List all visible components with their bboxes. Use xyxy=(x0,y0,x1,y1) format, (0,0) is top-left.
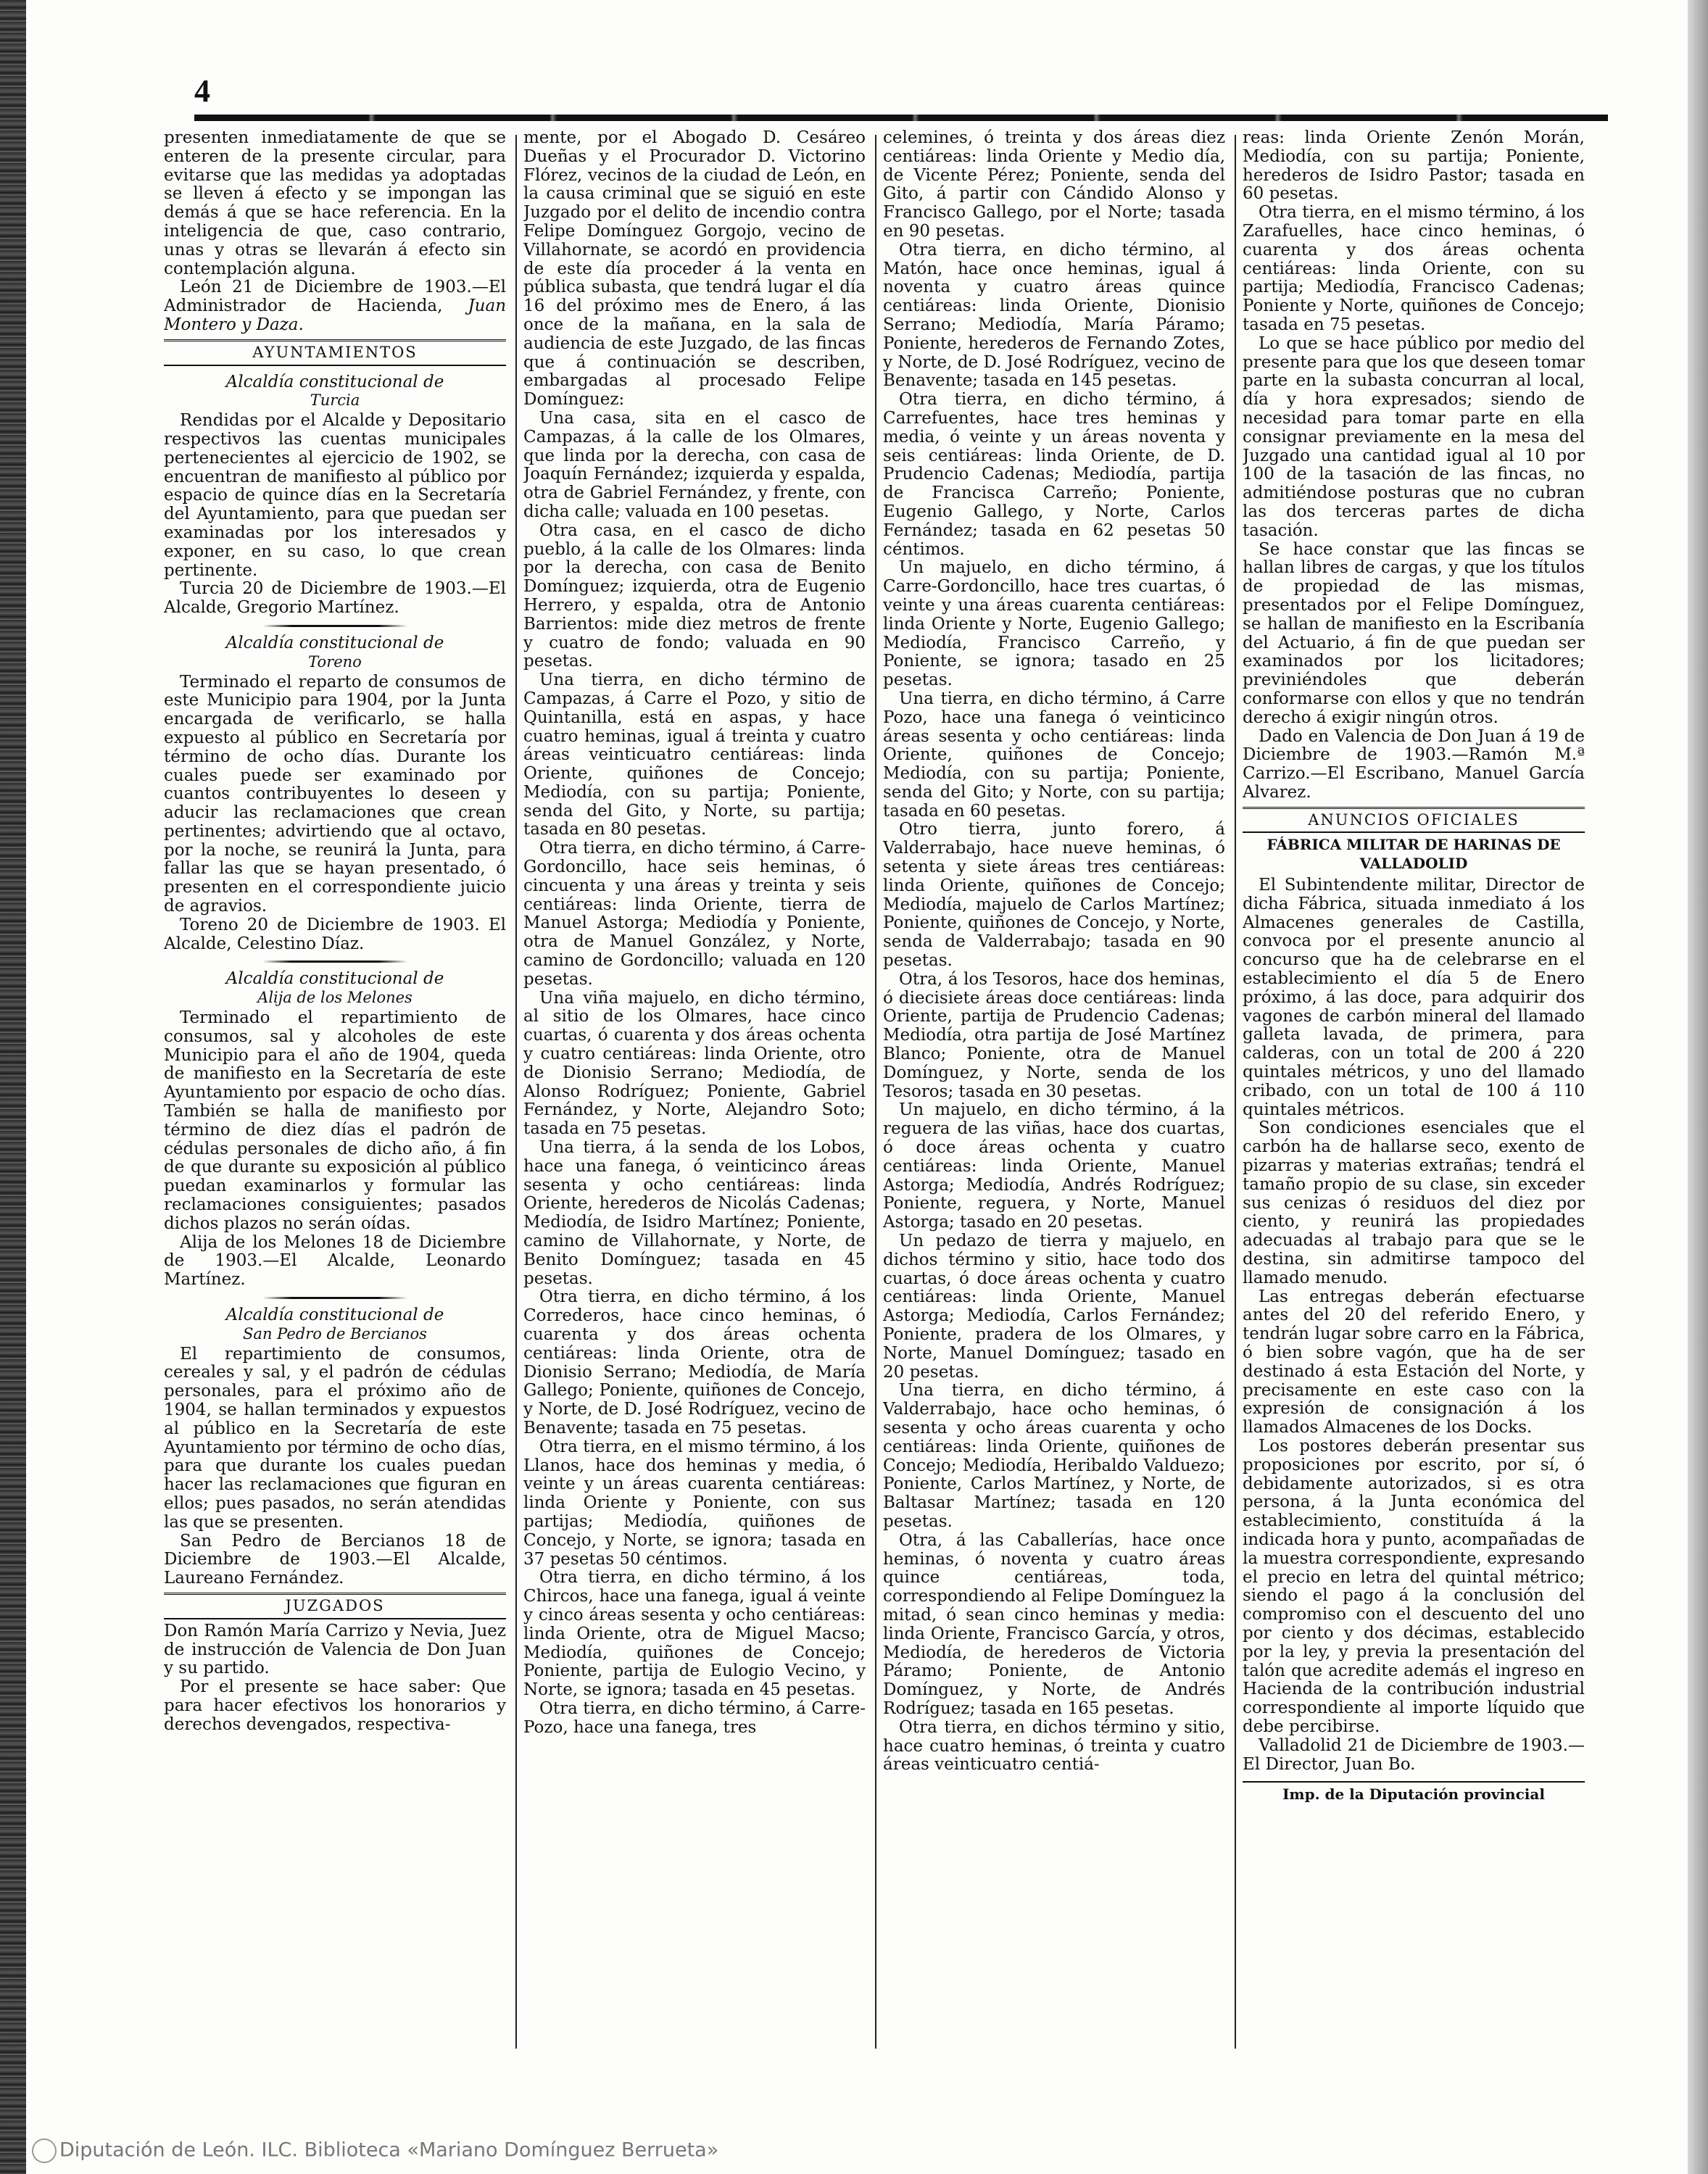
turcia-signature: Turcia 20 de Diciembre de 1903.—El Alcalde, Gregorio Martínez. xyxy=(164,579,506,618)
toreno-body: Terminado el reparto de consumos de este Municipio para 1904, por la Junta encargada de verificarlo, se halla expuesto al público en Secretaría por término de ocho días. Durante los cuales puede ser examinado por cuantos contribuyentes lo deseen y aducir las reclamaciones que crean pertinentes; advirtiendo que al octavo, por la noche, se reunirá la Junta, para fallar las que se hayan presentado, ó presenten en el correspondiente juicio de agravios. xyxy=(164,672,506,916)
paragraph: Una tierra, á la senda de los Lobos, hace una fanega, ó veinticinco áreas sesenta y ocho centiáreas: linda Oriente, herederos de Nicolás Cadenas; Mediodía, de Isidro Martínez; Poniente, camino de Villahornate, y Norte, de Benito Domínguez; tasada en 45 pesetas. xyxy=(523,1138,866,1288)
paragraph: Otro tierra, junto forero, á Valderrabajo, hace nueve heminas, ó setenta y siete áreas tres centiáreas: linda Oriente, quiñones de Concejo; Mediodía, majuelo de Carlos Martínez; Poniente, quiñones de Concejo, y Norte, senda de Valderrabajo; tasada en 90 pesetas. xyxy=(883,820,1225,971)
bercianos-heading-line1: Alcaldía constitucional de xyxy=(225,1306,444,1325)
paragraph: Las entregas deberán efectuarse antes del 20 del referido Enero, y tendrán lugar sobre carro en la Fábrica, ó bien sobre vagón, que ha de ser destinado á esta Estación del Norte, y precisamente en este caso con la expresión de consignación á los llamados Almacenes de los Docks. xyxy=(1243,1287,1585,1437)
paragraph: Otra tierra, en dicho término, á los Chircos, hace una fanega, igual á veinte y cinco áreas sesenta y ocho centiáreas: linda Oriente, otra de Miguel Macso; Mediodía, quiñones de Concejo; Poniente, partija de Eulogio Vecino, y Norte, se ignora; tasada en 45 pesetas. xyxy=(523,1568,866,1700)
circular-date xyxy=(164,278,506,334)
juzgados-header: JUZGADOS xyxy=(164,1593,506,1619)
paragraph: Otra, á los Tesoros, hace dos heminas, ó diecisiete áreas doce centiáreas: linda Oriente, partija de Prudencio Cadenas; Mediodía, otra partija de José Martínez Blanco; Poniente, otra de Manuel Domínguez, y Norte, senda de los Tesoros; tasada en 30 pesetas. xyxy=(883,969,1225,1101)
bercianos-heading-line2: San Pedro de Bercianos xyxy=(243,1324,427,1343)
toreno-signature: Toreno 20 de Diciembre de 1903. El Alcalde, Celestino Díaz. xyxy=(164,915,506,953)
paragraph: Otra tierra, en dicho término, á Carre-Pozo, hace una fanega, tres xyxy=(523,1698,866,1737)
divider xyxy=(262,625,407,627)
paragraph: Otra tierra, en el mismo término, á los Zarafuelles, hace cinco heminas, ó cuarenta y dos áreas ochenta centiáreas: linda Oriente, con su partija; Mediodía, Francisco Cadenas; Poniente y Norte, quiñones de Concejo; tasada en 75 pesetas. xyxy=(1243,203,1585,334)
column-4 xyxy=(1243,129,1585,2057)
column-1 xyxy=(164,129,506,2057)
bercianos-signature: San Pedro de Bercianos 18 de Diciembre de 1903.—El Alcalde, Laureano Fernández. xyxy=(164,1531,506,1588)
circular-date-text: León 21 de Diciembre de 1903.—El Administrador de Hacienda, xyxy=(164,278,506,316)
paragraph: Otra tierra, en dicho término, á Carre-Gordoncillo, hace seis heminas, ó cincuenta y una áreas y treinta y seis centiáreas: linda Oriente, tierra de Manuel Astorga; Mediodía y Poniente, otra de Manuel González, y Norte, camino de Gordoncillo; valuada en 120 pesetas. xyxy=(523,839,866,989)
paragraph: Un majuelo, en dicho término, á la reguera de las viñas, hace dos cuartas, ó doce áreas ochenta y cuatro centiáreas: linda Oriente, Manuel Astorga; Mediodía, Andrés Rodríguez; Poniente, reguera, y Norte, Manuel Astorga; tasado en 20 pesetas. xyxy=(883,1100,1225,1232)
juzgado-intro: Don Ramón María Carrizo y Nevia, Juez de instrucción de Valencia de Don Juan y su partido. xyxy=(164,1621,506,1678)
divider xyxy=(262,1297,407,1299)
column-rule xyxy=(515,135,517,2049)
copyright-icon xyxy=(32,2138,57,2163)
paragraph: celemines, ó treinta y dos áreas diez centiáreas: linda Oriente y Medio día, de Vicente Pérez; Poniente, senda del Gito, á partir con Cándido Alonso y Francisco Gallego, por el Norte; tasada en 90 pesetas. xyxy=(883,129,1225,241)
paragraph: Otra casa, en el casco de dicho pueblo, á la calle de los Olmares: linda por la derecha, con casa de Benito Domínguez; izquierda, otra de Eugenio Herrero, y espalda, otra de Antonio Barrientos: mide diez metros de frente y cuatro de fondo; valuada en 90 pesetas. xyxy=(523,520,866,671)
circular-signature: Juan Montero y Daza. xyxy=(164,296,506,334)
alija-heading-line2: Alija de los Melones xyxy=(257,989,413,1007)
paragraph: Lo que se hace público por medio del presente para que los que deseen tomar parte en la subasta concurran al local, día y hora expresados; siendo de necesidad para tomar parte en ella consignar previamente en la mesa del Juzgado una cantidad igual al 10 por 100 de la tasación de las fincas, no admitiéndose posturas que no cubran las dos terceras partes de dicha tasación. xyxy=(1243,333,1585,540)
paragraph: Otra, á las Caballerías, hace once heminas, ó noventa y cuatro áreas quince centiáreas, toda, correspondiendo al Felipe Domínguez la mitad, ó sean cinco heminas y media: linda Oriente, Francisco García, y otros, Mediodía, de herederos de Victoria Páramo; Poniente, de Antonio Domínguez, y Norte, de Andrés Rodríguez; tasada en 165 pesetas. xyxy=(883,1530,1225,1718)
alija-body: Terminado el repartimiento de consumos, sal y alcoholes de este Municipio para el año de 1904, queda de manifiesto en la Secretaría de este Ayuntamiento por espacio de ocho días. También se halla de manifiesto por término de diez días el padrón de cédulas personales de dicho año, á fin de que durante su exposición al público puedan examinarlos y formular las reclamaciones consiguientes; pasados dichos plazos no serán oídas. xyxy=(164,1008,506,1233)
column-2 xyxy=(523,129,866,2057)
paragraph: Una viña majuelo, en dicho término, al sitio de los Olmares, hace cinco cuartas, ó cuarenta y dos áreas ochenta y cuatro centiáreas: linda Oriente, otro de Dionisio Serrano; Mediodía, de Alonso Rodríguez; Poniente, Gabriel Fernández, y Norte, Alejandro Soto; tasada en 75 pesetas. xyxy=(523,988,866,1139)
bercianos-heading xyxy=(164,1306,506,1344)
circular-end: presenten inmediatamente de que se enteren de la presente circular, para evitarse que las medidas ya adoptadas se lleven á efecto y se impongan las demás á que se hace referencia. En la inteligencia de que, caso contrario, unas y otras se llevarán á efecto sin contemplación alguna. xyxy=(164,129,506,278)
anuncios-oficiales-header: ANUNCIOS OFICIALES xyxy=(1243,807,1585,834)
footer-credit-text: Diputación de León. ILC. Biblioteca «Mariano Domínguez Berrueta» xyxy=(59,2138,719,2162)
turcia-heading-line2: Turcia xyxy=(310,391,360,410)
paragraph: Otra tierra, en dicho término, al Matón, hace once heminas, igual á noventa y cuatro áreas quince centiáreas: linda Oriente, Dionisio Serrano; Mediodía, María Páramo; Poniente, herederos de Fernando Zotes, y Norte, de D. José Rodríguez, vecino de Benavente; tasada en 145 pesetas. xyxy=(883,240,1225,391)
column-3 xyxy=(883,129,1225,2057)
paragraph: Otra tierra, en dicho término, á los Correderos, hace cinco heminas, ó cuarenta y dos áreas ochenta centiáreas: linda Oriente, otra de Dionisio Serrano; Mediodía, de María Gallego; Poniente, quiñones de Concejo, y Norte, de D. José Rodríguez, vecino de Benavente; tasada en 75 pesetas. xyxy=(523,1287,866,1437)
paragraph: Valladolid 21 de Diciembre de 1903.—El Director, Juan Bo. xyxy=(1243,1735,1585,1774)
toreno-heading-line2: Toreno xyxy=(308,652,362,671)
scan-edge-left xyxy=(0,0,26,2174)
paragraph: Un majuelo, en dicho término, á Carre-Gordoncillo, hace tres cuartas, ó veinte y una áreas cuarenta centiáreas: linda Oriente y Norte, Eugenio Gallego; Mediodía, Francisco Carreño, y Poniente, se ignora; tasado en 25 pesetas. xyxy=(883,558,1225,690)
toreno-heading xyxy=(164,634,506,672)
paragraph: Otra tierra, en dichos término y sitio, hace cuatro heminas, ó treinta y cuatro áreas veinticuatro centiá- xyxy=(883,1717,1225,1775)
turcia-heading-line1: Alcaldía constitucional de xyxy=(225,372,444,391)
paragraph: Los postores deberán presentar sus proposiciones por escrito, por sí, ó debidamente autorizados, si es otra persona, á la Junta económica del establecimiento, constituída á la indicada hora y punto, acompañadas de la muestra correspondiente, expresando el precio en letra del quintal métrico; siendo el pago á la conclusión del compromiso con el descuento del uno por ciento y dos décimas, establecido por la ley, y previa la presentación del talón que acredite además el ingreso en Hacienda de la contribución industrial correspondiente al importe líquido que debe percibirse. xyxy=(1243,1436,1585,1736)
imprint: Imp. de la Diputación provincial xyxy=(1243,1781,1585,1804)
paragraph: Un pedazo de tierra y majuelo, en dichos término y sitio, hace todo dos cuartas, ó doce áreas ochenta y cuatro centiáreas: linda Oriente, Manuel Astorga; Mediodía, Carlos Fernández; Poniente, pradera de los Olmares, y Norte, Manuel Domínguez; tasado en 20 pesetas. xyxy=(883,1232,1225,1382)
alija-signature: Alija de los Melones 18 de Diciembre de 1903.—El Alcalde, Leonardo Martínez. xyxy=(164,1232,506,1290)
paragraph: Una tierra, en dicho término, á Valderrabajo, hace ocho heminas, ó sesenta y ocho áreas cuarenta y ocho centiáreas: linda Oriente, quiñones de Concejo; Mediodía, Heribaldo Valduezo; Poniente, Carlos Martínez, y Norte, de Baltasar Martínez; tasada en 120 pesetas. xyxy=(883,1381,1225,1531)
paragraph: Otra tierra, en el mismo término, á los Llanos, hace dos heminas y media, ó veinte y un áreas cuarenta centiáreas: linda Oriente y Poniente, con sus partijas; Mediodía, quiñones de Concejo, y Norte, se ignora; tasada en 37 pesetas 50 céntimos. xyxy=(523,1437,866,1569)
paragraph: Se hace constar que las fincas se hallan libres de cargas, y que los títulos de propiedad de las mismas, presentados por el Felipe Domínguez, se hallan de manifiesto en la Escribanía del Actuario, á fin de que puedan ser examinados por los licitadores; previniéndoles que deberán conformarse con ellos y que no tendrán derecho á exigir ningún otros. xyxy=(1243,539,1585,727)
columns xyxy=(164,129,1585,2057)
paragraph: Dado en Valencia de Don Juan á 19 de Diciembre de 1903.—Ramón M.ª Carrizo.—El Escribano, Manuel García Alvarez. xyxy=(1243,726,1585,802)
footer-credit xyxy=(32,2138,718,2163)
bercianos-body: El repartimiento de consumos, cereales y sal, y el padrón de cédulas personales, para el próximo año de 1904, se hallan terminados y expuestos al público en la Secretaría de este Ayuntamiento por término de ocho días, para que durante los cuales puedan hacer las reclamaciones que figuran en ellos; pues pasados, no serán atendidas las que se presenten. xyxy=(164,1344,506,1532)
paragraph: reas: linda Oriente Zenón Morán, Mediodía, con su partija; Poniente, herederos de Isidro Pastor; tasada en 60 pesetas. xyxy=(1243,129,1585,204)
paragraph: Una tierra, en dicho término, á Carre Pozo, hace una fanega ó veinticinco áreas sesenta y ocho centiáreas: linda Oriente, quiñones de Concejo; Mediodía, con su partija; Poniente, senda del Gito; y Norte, con su partija; tasada en 60 pesetas. xyxy=(883,689,1225,821)
header-rule xyxy=(194,115,1608,121)
toreno-heading-line1: Alcaldía constitucional de xyxy=(225,633,444,652)
paragraph: mente, por el Abogado D. Cesáreo Dueñas y el Procurador D. Victorino Flórez, vecinos de la ciudad de León, en la causa criminal que se siguió en este Juzgado por el delito de incendio contra Felipe Domínguez Gorgojo, vecino de Villahornate, se acordó en providencia de este día proceder á la venta en pública subasta, que tendrá lugar el día 16 del próximo mes de Enero, á las once de la mañana, en la sala de audiencia de este Juzgado, de las fincas que á continuación se describen, embargadas al procesado Felipe Domínguez: xyxy=(523,129,866,410)
column-rule xyxy=(875,135,876,2049)
turcia-body: Rendidas por el Alcalde y Depositario respectivos las cuentas municipales pertenecientes al ejercicio de 1902, se encuentran de manifiesto al público por espacio de quince días en la Secretaría del Ayuntamiento, para que puedan ser examinadas por los interesados y exponer, en su caso, lo que crean pertinente. xyxy=(164,411,506,580)
paragraph: Una tierra, en dicho término de Campazas, á Carre el Pozo, y sitio de Quintanilla, está en aspas, y hace cuatro heminas, igual á treinta y cuatro áreas veinticuatro centiáreas: linda Oriente, quiñones de Concejo; Mediodía, con su partija; Poniente, senda del Gito, y Norte, su partija; tasada en 80 pesetas. xyxy=(523,671,866,839)
page-number: 4 xyxy=(194,73,210,109)
turcia-heading xyxy=(164,373,506,411)
divider xyxy=(262,961,407,963)
column-rule xyxy=(1235,135,1236,2049)
paragraph: Otra tierra, en dicho término, á Carrefuentes, hace tres heminas y media, ó veinte y un áreas noventa y seis centiáreas: linda Oriente, de D. Prudencio Cadenas; Mediodía, partija de Francisca Carreño; Poniente, Eugenio Gallego, y Norte, Carlos Fernández; tasada en 62 pesetas 50 céntimos. xyxy=(883,390,1225,559)
scan-edge-right xyxy=(1688,0,1708,2174)
alija-heading-line1: Alcaldía constitucional de xyxy=(225,969,444,989)
paragraph: Una casa, sita en el casco de Campazas, á la calle de los Olmares, que linda por la derecha, con casa de Joaquín Fernández; izquierda y espalda, otra de Gabriel Fernández, y frente, con dicha calle; valuada en 100 pesetas. xyxy=(523,408,866,521)
juzgado-body: Por el presente se hace saber: Que para hacer efectivos los honorarios y derechos devengados, respectiva- xyxy=(164,1677,506,1734)
paragraph: El Subintendente militar, Director de dicha Fábrica, situada inmediato á los Almacenes generales de Castilla, convoca por el presente anuncio al concurso que ha de celebrarse en el establecimiento el día 5 de Enero próximo, á las doce, para adquirir dos vagones de carbón mineral del llamado galleta lavada, de primera, para calderas, con un total de 200 á 220 quintales métricos, y uno del llamado cribado, con un total de 100 á 110 quintales métricos. xyxy=(1243,876,1585,1119)
paragraph: Son condiciones esenciales que el carbón ha de hallarse seco, exento de pizarras y materias extrañas; tendrá el tamaño propio de su clase, sin exceder sus cenizas ó residuos del diez por ciento, y reunirá las propiedades adecuadas al trabajo para que se le destina, sin admitirse tampoco del llamado menudo. xyxy=(1243,1119,1585,1287)
ayuntamientos-header: AYUNTAMIENTOS xyxy=(164,339,506,366)
alija-heading xyxy=(164,970,506,1008)
fabrica-header: FÁBRICA MILITAR DE HARINAS DE VALLADOLID xyxy=(1267,836,1561,873)
